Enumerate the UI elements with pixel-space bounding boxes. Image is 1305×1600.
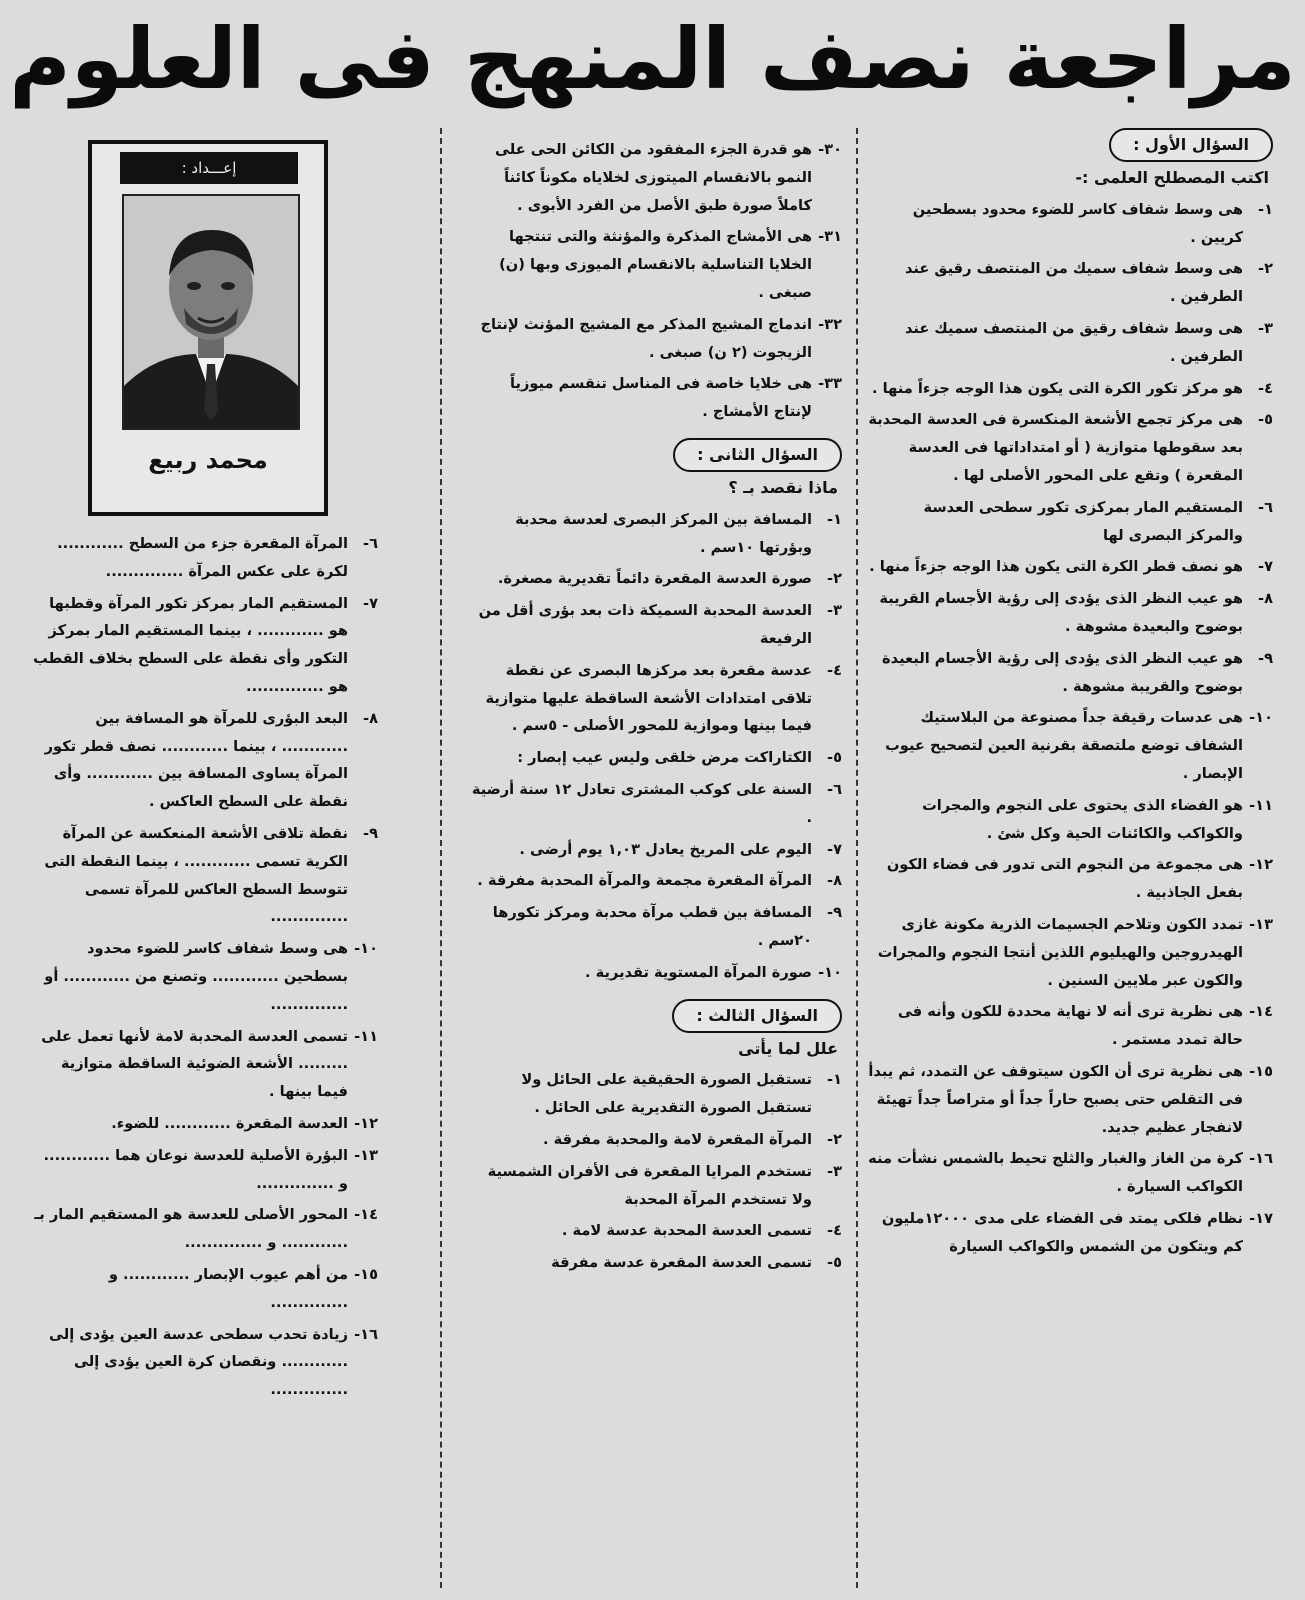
column-rule-right — [856, 128, 858, 1588]
middle-column — [470, 136, 842, 1281]
list-item: ٦- السنة على كوكب المشترى تعادل ١٢ سنة أرضية . — [471, 780, 842, 826]
list-item: ٩- نقطة تلاقى الأشعة المنعكسة عن المرآة الكرية تسمى ............ ، بينما النقطة التى تتوسط السطح العاكس للمرآة تسمى .............. — [44, 824, 378, 926]
question-2-list — [470, 506, 842, 987]
list-item: ٧- هو نصف قطر الكرة التى يكون هذا الوجه جزءاً منها . — [869, 558, 1273, 576]
column-rule-left — [440, 128, 442, 1588]
list-item: ٣٢- اندماج المشيج المذكر مع المشيج المؤنث لإنتاج الزيجوت (٢ ن) صبغى . — [480, 315, 842, 361]
list-item: ١٣- البؤرة الأصلية للعدسة نوعان هما ............ و .............. — [43, 1146, 378, 1192]
list-item: ١٥- هى نظرية ترى أن الكون سيتوقف عن التمدد، ثم يبدأ فى التقلص حتى يصبح حاراً جداً أو متراصاً جداً تهيئة لانفجار عظيم جديد. — [868, 1062, 1273, 1136]
list-item: ١٧- نظام فلكى يمتد فى الفضاء على مدى ١٢٠٠٠مليون كم ويتكون من الشمس والكواكب السيارة — [881, 1209, 1273, 1255]
list-item: ١٠- صورة المرآة المستوية تقديرية . — [585, 963, 842, 981]
list-item: ٥- تسمى العدسة المقعرة عدسة مفرقة — [551, 1254, 842, 1272]
question-1-title: السؤال الأول : — [1109, 128, 1273, 162]
list-item: ١٢- العدسة المقعرة ............ للضوء. — [111, 1114, 378, 1132]
list-item: ١- هى وسط شفاف كاسر للضوء محدود بسطحين كريين . — [912, 200, 1273, 246]
list-item: ٧- اليوم على المريخ يعادل ١,٠٣ يوم أرضى . — [519, 840, 842, 858]
fill-in-section — [30, 530, 378, 1408]
list-item: ٥- الكتاراكت مرض خلقى وليس عيب إبصار : — [517, 749, 842, 767]
list-item: ١- تستقبل الصورة الحقيقية على الحائل ولا تستقبل الصورة التقديرية على الحائل . — [521, 1071, 842, 1117]
list-item: ٣١- هى الأمشاج المذكرة والمؤنثة والتى تنتجها الخلايا التناسلية بالانقسام الميوزى وبها (ن) صبغى . — [499, 228, 842, 301]
list-item: ٢- صورة العدسة المقعرة دائماً تقديرية مصغرة. — [497, 570, 842, 588]
list-item: ١- المسافة بين المركز البصرى لعدسة محدبة وبؤرتها ١٠سم . — [515, 510, 842, 556]
list-item: ٤- عدسة مقعرة بعد مركزها البصرى عن نقطة تلاقى امتدادات الأشعة الساقطة عليها متوازية فيما بينها وموازية للمحور الأصلى - ٥سم . — [485, 661, 842, 735]
question-3-title: السؤال الثالث : — [672, 999, 842, 1033]
list-item: ١٦- زيادة تحدب سطحى عدسة العين يؤدى إلى ............ ونقصان كرة العين يؤدى إلى .............. — [48, 1325, 378, 1399]
list-item: ٨- هو عيب النظر الذى يؤدى إلى رؤية الأجسام القريبة بوضوح والبعيدة مشوهة . — [879, 590, 1273, 635]
list-item: ١٠- هى عدسات رقيقة جداً مصنوعة من البلاستيك الشفاف توضع ملتصقة بقرنية العين لتصحيح عيوب الإبصار . — [885, 709, 1273, 782]
list-item: ٣- تستخدم المرايا المقعرة فى الأفران الشمسية ولا تستخدم المرآة المحدبة — [487, 1162, 842, 1208]
list-item: ١١- هو الفضاء الذى يحتوى على النجوم والمجرات والكواكب والكائنات الحية وكل شئ . — [922, 796, 1273, 842]
list-item: ٤- هو مركز تكور الكرة التى يكون هذا الوجه جزءاً منها . — [872, 379, 1273, 397]
list-item: ٣٣- هى خلايا خاصة فى المناسل تنقسم ميوزياً لإنتاج الأمشاج . — [509, 375, 842, 421]
list-item: ٢- المرآة المقعرة لامة والمحدبة مفرقة . — [542, 1130, 842, 1148]
list-item: ٦- المرآة المقعرة جزء من السطح ............ لكرة على عكس المرآة .............. — [57, 535, 378, 580]
author-portrait-icon — [124, 196, 298, 428]
list-item: ٩- المسافة بين قطب مرآة محدبة ومركز تكورها ٢٠سم . — [492, 904, 842, 949]
list-item: ٣٠- هو قدرة الجزء المفقود من الكائن الحى على النمو بالانقسام الميتوزى لخلاياه مكوناً كائناً كاملاً صورة طبق الأصل من الفرد الأبوى . — [495, 141, 842, 214]
list-item: ١٣- تمدد الكون وتلاحم الجسيمات الذرية مكونة غازى الهيدروجين والهيليوم اللذين أنتجا النجوم والمجرات والكون عبر ملايين السنين . — [877, 915, 1273, 989]
list-item: ٤- تسمى العدسة المحدبة عدسة لامة . — [561, 1222, 842, 1240]
question-1-list — [868, 196, 1273, 1261]
question-1-continued-list — [470, 136, 842, 426]
list-item: ٧- المستقيم المار بمركز تكور المرآة وقطبها هو ............ ، بينما المستقيم المار بمركز التكور وأى نقطة على السطح بخلاف القطب هو .............. — [33, 594, 378, 695]
list-item: ١٤- المحور الأصلى للعدسة هو المستقيم المار بـ ............ و .............. — [34, 1206, 378, 1252]
list-item: ١٥- من أهم عيوب الإبصار ............ و .............. — [108, 1265, 378, 1311]
list-item: ٨- المرآة المقعرة مجمعة والمرآة المحدبة مفرقة . — [477, 872, 842, 890]
author-photo — [122, 194, 300, 430]
question-2-title: السؤال الثانى : — [673, 438, 842, 472]
question-2-instruction: ماذا نقصد بـ ؟ — [728, 477, 838, 497]
fill-in-list — [30, 530, 378, 1404]
list-item: ٣- هى وسط شفاف رقيق من المنتصف سميك عند الطرفين . — [904, 319, 1273, 365]
question-1-section — [868, 128, 1273, 1264]
list-item: ١١- تسمى العدسة المحدبة لامة لأنها تعمل على ......... الأشعة الضوئية الساقطة متوازية فيما بينها . — [41, 1027, 378, 1101]
question-1-instruction: اكتب المصطلح العلمى :- — [1075, 168, 1269, 187]
list-item: ١٤- هى نظرية ترى أنه لا نهاية محددة للكون وأنه فى حالة تمدد مستمر . — [897, 1003, 1273, 1049]
list-item: ١٠- هى وسط شفاف كاسر للضوء محدود بسطحين ............ وتصنع من ............ أو .............. — [44, 940, 378, 1013]
list-item: ٦- المستقيم المار بمركزى تكور سطحى العدسة والمركز البصرى لها — [923, 498, 1273, 544]
list-item: ١٢- هى مجموعة من النجوم التى تدور فى فضاء الكون بفعل الجاذبية . — [886, 856, 1273, 902]
headline: مراجعة نصف المنهج فى العلوم — [9, 10, 1296, 108]
list-item: ٣- العدسة المحدبة السميكة ذات بعد بؤرى أقل من الرفيعة — [478, 602, 842, 647]
author-name: محمد ربيع — [148, 446, 268, 474]
question-3-instruction: علل لما يأتى — [738, 1038, 838, 1058]
list-item: ١٦- كرة من الغاز والغبار والثلج تحيط بالشمس نشأت منه الكواكب السيارة . — [868, 1150, 1273, 1196]
author-box — [88, 140, 328, 516]
list-item: ٨- البعد البؤرى للمرآة هو المسافة بين ............ ، بينما ............ نصف قطر تكور المرآة يساوى المسافة بين ............ وأى نقطة على السطح العاكس . — [44, 709, 378, 811]
list-item: ٩- هو عيب النظر الذى يؤدى إلى رؤية الأجسام البعيدة بوضوح والقريبة مشوهة . — [882, 649, 1273, 695]
list-item: ٢- هى وسط شفاف سميك من المنتصف رقيق عند الطرفين . — [904, 260, 1273, 306]
question-3-list — [470, 1066, 842, 1277]
author-label: إعـــداد : — [120, 152, 298, 184]
list-item: ٥- هى مركز تجمع الأشعة المنكسرة فى العدسة المحدبة بعد سقوطها متوازية ( أو امتداداتها فى العدسة المقعرة ) وتقع على المحور الأصلى لها . — [868, 411, 1273, 484]
